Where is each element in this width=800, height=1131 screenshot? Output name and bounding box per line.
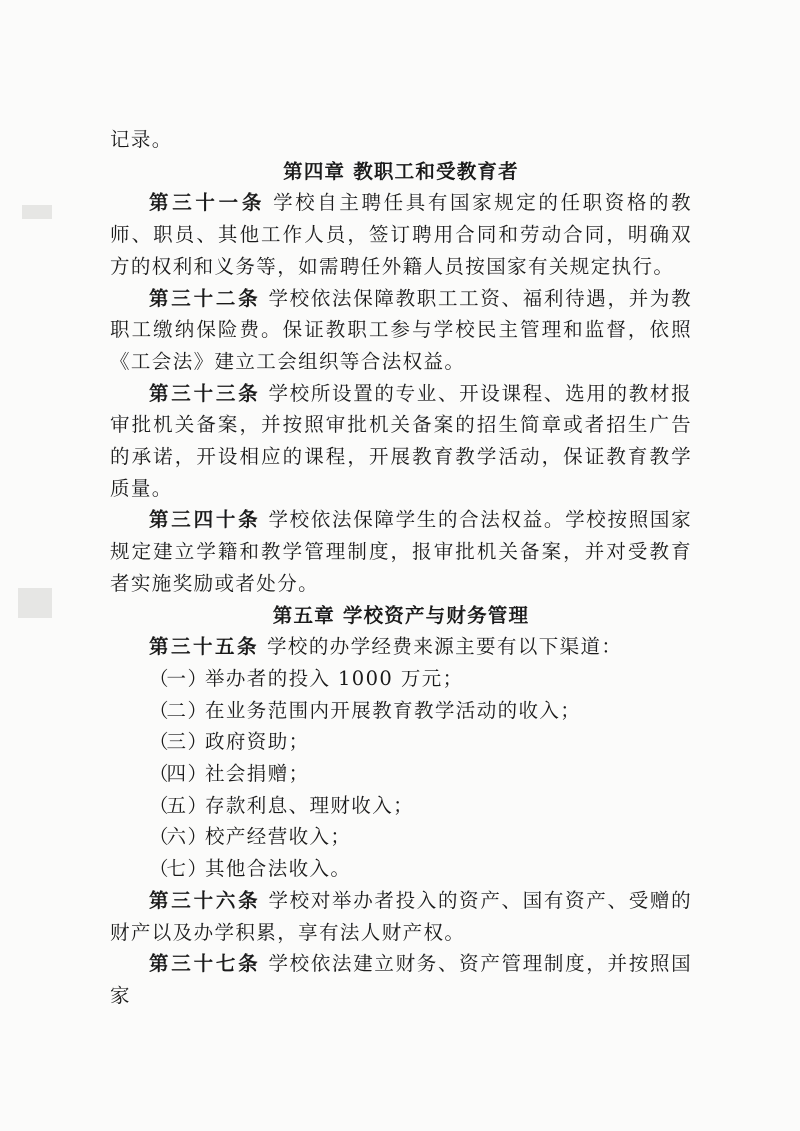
list-item-text: 存款利息、理财收入；	[205, 793, 415, 817]
paren-close: ）	[187, 666, 209, 690]
list-index: 一	[166, 666, 188, 690]
funding-source-list	[110, 663, 692, 885]
list-index: 三	[166, 730, 188, 754]
article-35	[110, 631, 692, 663]
article-number: 第三十七条	[149, 952, 261, 976]
list-item	[110, 853, 692, 885]
list-item	[110, 726, 692, 758]
list-index: 五	[166, 793, 188, 817]
list-index: 四	[166, 762, 188, 786]
paren-close: ）	[187, 825, 209, 849]
article-number: 第三十三条	[149, 381, 261, 405]
scan-mark	[22, 205, 52, 219]
article-number: 第三十六条	[149, 888, 261, 912]
list-item	[110, 758, 692, 790]
list-item-text: 在业务范围内开展教育教学活动的收入；	[205, 698, 582, 722]
article-number: 第三十一条	[149, 191, 266, 215]
list-index: 七	[166, 857, 188, 881]
paren-close: ）	[187, 793, 209, 817]
article-32	[110, 283, 692, 378]
article-text: 学校对举办者投入的资产、国有资产、受赠的财产以及办学积累，享有法人财产权。	[110, 888, 692, 944]
paren-open: （	[149, 825, 170, 849]
article-text: 学校所设置的专业、开设课程、选用的教材报审批机关备案，并按照审批机关备案的招生简章或者招生广告的承诺，开设相应的课程，开展教育教学活动，保证教育教学质量。	[110, 381, 692, 500]
article-number: 第三十二条	[149, 286, 261, 310]
list-item-text: 政府资助；	[205, 730, 310, 754]
paragraph: 记录。	[110, 128, 173, 151]
paren-close: ）	[187, 857, 209, 881]
paren-open: （	[149, 857, 170, 881]
chapter-heading: 第五章 学校资产与财务管理	[272, 603, 530, 627]
article-37	[110, 948, 692, 1011]
paren-open: （	[149, 698, 170, 722]
article-number: 第三十五条	[149, 635, 260, 659]
list-index: 六	[166, 825, 188, 849]
list-item	[110, 663, 692, 695]
paren-close: ）	[187, 698, 209, 722]
list-item	[110, 821, 692, 853]
article-31	[110, 187, 692, 282]
article-text: 学校依法保障学生的合法权益。学校按照国家规定建立学籍和教学管理制度，报审批机关备案，并对受教育者实施奖励或者处分。	[110, 508, 692, 595]
list-item-text: 举办者的投入 1000 万元；	[205, 666, 464, 690]
document-body	[110, 124, 692, 1012]
list-item	[110, 790, 692, 822]
paren-close: ）	[187, 730, 209, 754]
article-text: 学校自主聘任具有国家规定的任职资格的教师、职员、其他工作人员，签订聘用合同和劳动合同，明确双方的权利和义务等，如需聘任外籍人员按国家有关规定执行。	[110, 191, 692, 278]
list-item-text: 社会捐赠；	[205, 762, 310, 786]
paren-open: （	[149, 793, 170, 817]
article-36	[110, 885, 692, 948]
list-item	[110, 695, 692, 727]
article-text: 学校的办学经费来源主要有以下渠道：	[267, 635, 623, 659]
list-item-text: 校产经营收入；	[205, 825, 352, 849]
article-text: 学校依法建立财务、资产管理制度，并按照国家	[110, 952, 692, 1007]
paren-open: （	[149, 730, 170, 754]
list-index: 二	[166, 698, 188, 722]
scan-mark	[18, 588, 52, 618]
article-33	[110, 378, 692, 505]
paren-open: （	[149, 666, 170, 690]
article-number: 第三四十条	[149, 508, 261, 532]
article-34	[110, 504, 692, 599]
paren-close: ）	[187, 762, 209, 786]
paren-open: （	[149, 762, 170, 786]
article-text: 学校依法保障教职工工资、福利待遇，并为教职工缴纳保险费。保证教职工参与学校民主管理和监督，依照《工会法》建立工会组织等合法权益。	[110, 286, 692, 373]
list-item-text: 其他合法收入。	[205, 857, 352, 881]
chapter-heading: 第四章 教职工和受教育者	[283, 159, 519, 183]
